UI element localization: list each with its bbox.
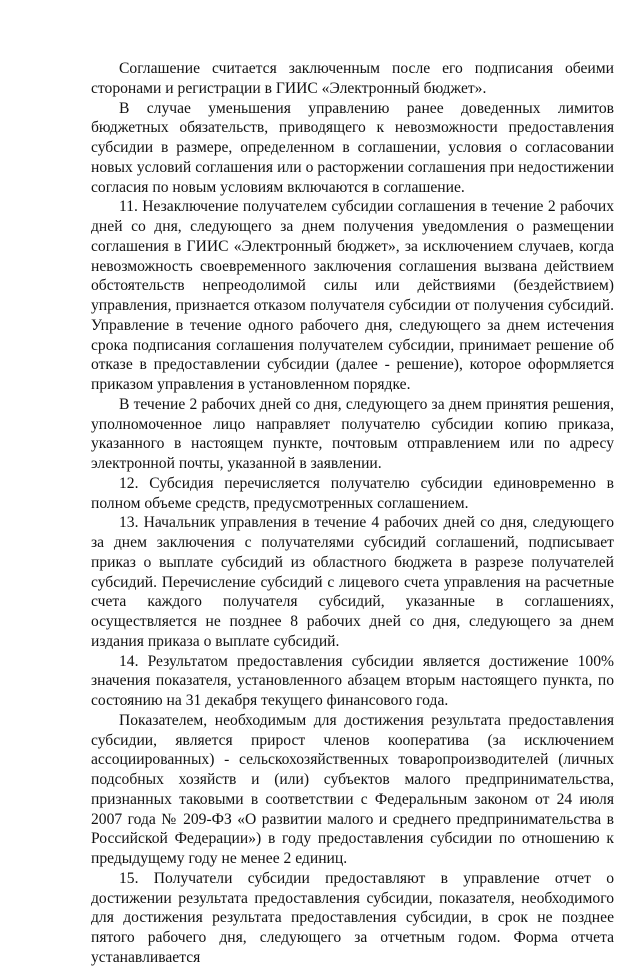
paragraph-item-14: 14. Результатом предоставления субсидии является достижение 100% значения показателя, установленного абзацем вторым настоящего пункта, по состоянию на 31 декабря текущего финансового года.: [91, 652, 614, 709]
paragraph-item-13: 13. Начальник управления в течение 4 рабочих дней со дня, следующего за днем заключения с получателями субсидий соглашений, подписывает приказ о выплате субсидий из областного бюджета в разрезе получателей субсидий. Перечисление субсидий с лицевого счета управления на расчетные счета каждого получателя субсидий, указанные в соглашениях, осуществляется не позднее 8 рабочих дней со дня, следующего за днем издания приказа о выплате субсидий.: [91, 514, 614, 650]
paragraph-indicator-definition: Показателем, необходимым для достижения результата предоставления субсидии, является прирост членов кооператива (за исключением ассоциированных) - сельскохозяйственных товаропроизводителей (личных подсобных хозяйств и (или) субъектов малого предпринимательства, признанных таковыми в соответствии с Федеральным законом от 24 июля 2007 года № 209-ФЗ «О развитии малого и среднего предпринимательства в Российской Федерации») в году предоставления субсидии по отношению к предыдущему году не менее 2 единиц.: [91, 711, 614, 867]
paragraph-agreement-conclusion: Соглашение считается заключенным после его подписания обеими сторонами и регистрации в ГИИС «Электронный бюджет».: [91, 60, 614, 97]
paragraph-order-copy-delivery: В течение 2 рабочих дней со дня, следующего за днем принятия решения, уполномоченное лицо направляет получателю субсидии копию приказа, указанного в настоящем пункте, почтовым отправлением или по адресу электронной почты, указанной в заявлении.: [91, 395, 614, 472]
paragraph-item-15: 15. Получатели субсидии предоставляют в управление отчет о достижении результата предоставления субсидии, показателя, необходимого для достижения результата предоставления субсидии, в срок не позднее пятого рабочего дня, следующего за отчетным годом. Форма отчета устанавливается: [91, 869, 614, 966]
document-page: [91, 59, 614, 968]
paragraph-item-11: 11. Незаключение получателем субсидии соглашения в течение 2 рабочих дней со дня, следующего за днем получения уведомления о размещении соглашения в ГИИС «Электронный бюджет», за исключением случаев, когда невозможность своевременного заключения соглашения вызвана действием обстоятельств непреодолимой силы или действиями (бездействием) управления, признается отказом получателя субсидии от получения субсидий. Управление в течение одного рабочего дня, следующего за днем истечения срока подписания соглашения получателем субсидии, принимает решение об отказе в предоставлении субсидии (далее - решение), которое оформляется приказом управления в установленном порядке.: [91, 198, 614, 393]
paragraph-item-12: 12. Субсидия перечисляется получателю субсидии единовременно в полном объеме средств, предусмотренных соглашением.: [91, 474, 614, 512]
paragraph-budget-limits-reduction: В случае уменьшения управлению ранее доведенных лимитов бюджетных обязательств, приводящего к невозможности предоставления субсидии в размере, определенном в соглашении, условия о согласовании новых условий соглашения или о расторжении соглашения при недостижении согласия по новым условиям включаются в соглашение.: [91, 99, 614, 196]
